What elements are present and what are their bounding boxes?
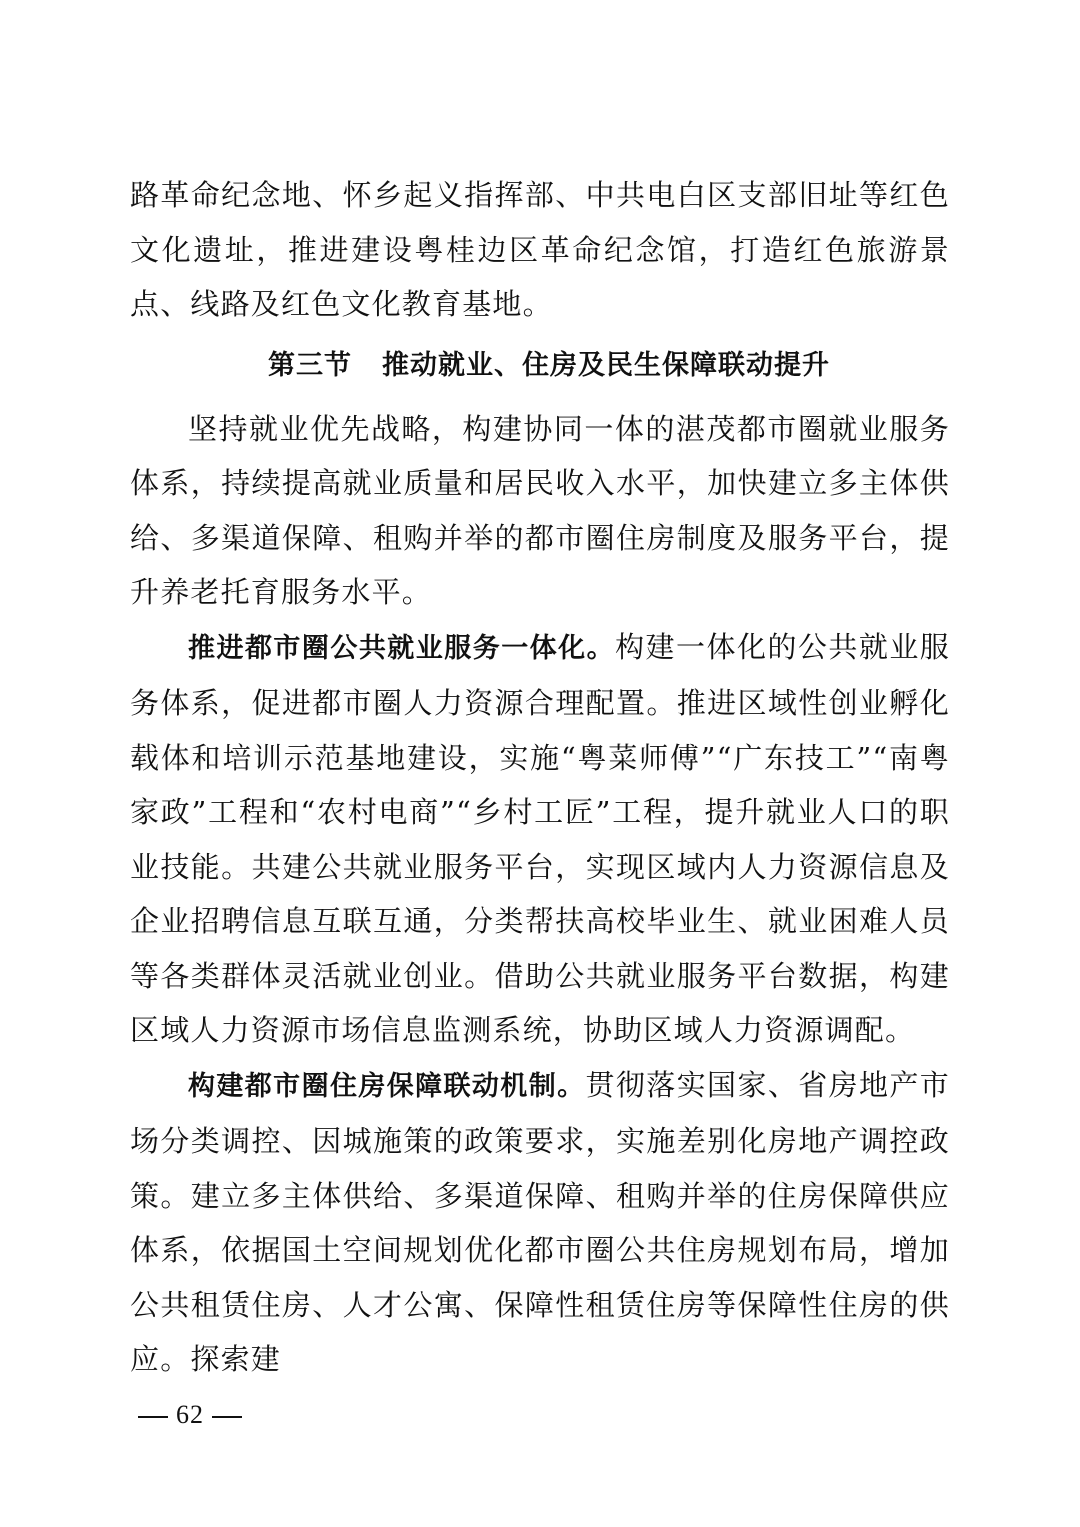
right-dash <box>212 1416 242 1418</box>
section-heading <box>130 340 950 392</box>
section-title: 推动就业、住房及民生保障联动提升 <box>382 349 830 381</box>
left-dash <box>138 1416 168 1418</box>
section-number: 第三节 <box>268 349 352 381</box>
housing-body: 贯彻落实国家、省房地产市场分类调控、因城施策的政策要求，实施差别化房地产调控政策。建立多主体供给、多渠道保障、租购并举的住房保障供应体系，依据国土空间规划优化都市圈公共住房规划布局，增加公共租赁住房、人才公寓、保障性租赁住房等保障性住房的供应。探索建 <box>130 1067 950 1376</box>
page-footer <box>130 1400 250 1430</box>
employment-paragraph <box>130 620 950 1058</box>
page-number: 62 <box>176 1400 204 1429</box>
section-intro-paragraph: 坚持就业优先战略，构建协同一体的湛茂都市圈就业服务体系，持续提高就业质量和居民收入水平，加快建立多主体供给、多渠道保障、租购并举的都市圈住房制度及服务平台，提升养老托育服务水平。 <box>130 411 950 609</box>
employment-lead: 推进都市圈公共就业服务一体化。 <box>188 632 616 664</box>
employment-body: 构建一体化的公共就业服务体系，促进都市圈人力资源合理配置。推进区域性创业孵化载体和培训示范基地建设，实施“粤菜师傅”“广东技工”“南粤家政”工程和“农村电商”“乡村工匠”工程，提升就业人口的职业技能。共建公共就业服务平台，实现区域内人力资源信息及企业招聘信息互联互通，分类帮扶高校毕业生、就业困难人员等各类群体灵活就业创业。借助公共就业服务平台数据，构建区域人力资源市场信息监测系统，协助区域人力资源调配。 <box>130 629 950 1047</box>
housing-lead: 构建都市圈住房保障联动机制。 <box>188 1070 586 1102</box>
housing-paragraph <box>130 1058 950 1387</box>
document-page <box>130 168 950 1387</box>
intro-paragraph: 路革命纪念地、怀乡起义指挥部、中共电白区支部旧址等红色文化遗址，推进建设粤桂边区革命纪念馆，打造红色旅游景点、线路及红色文化教育基地。 <box>130 178 950 321</box>
